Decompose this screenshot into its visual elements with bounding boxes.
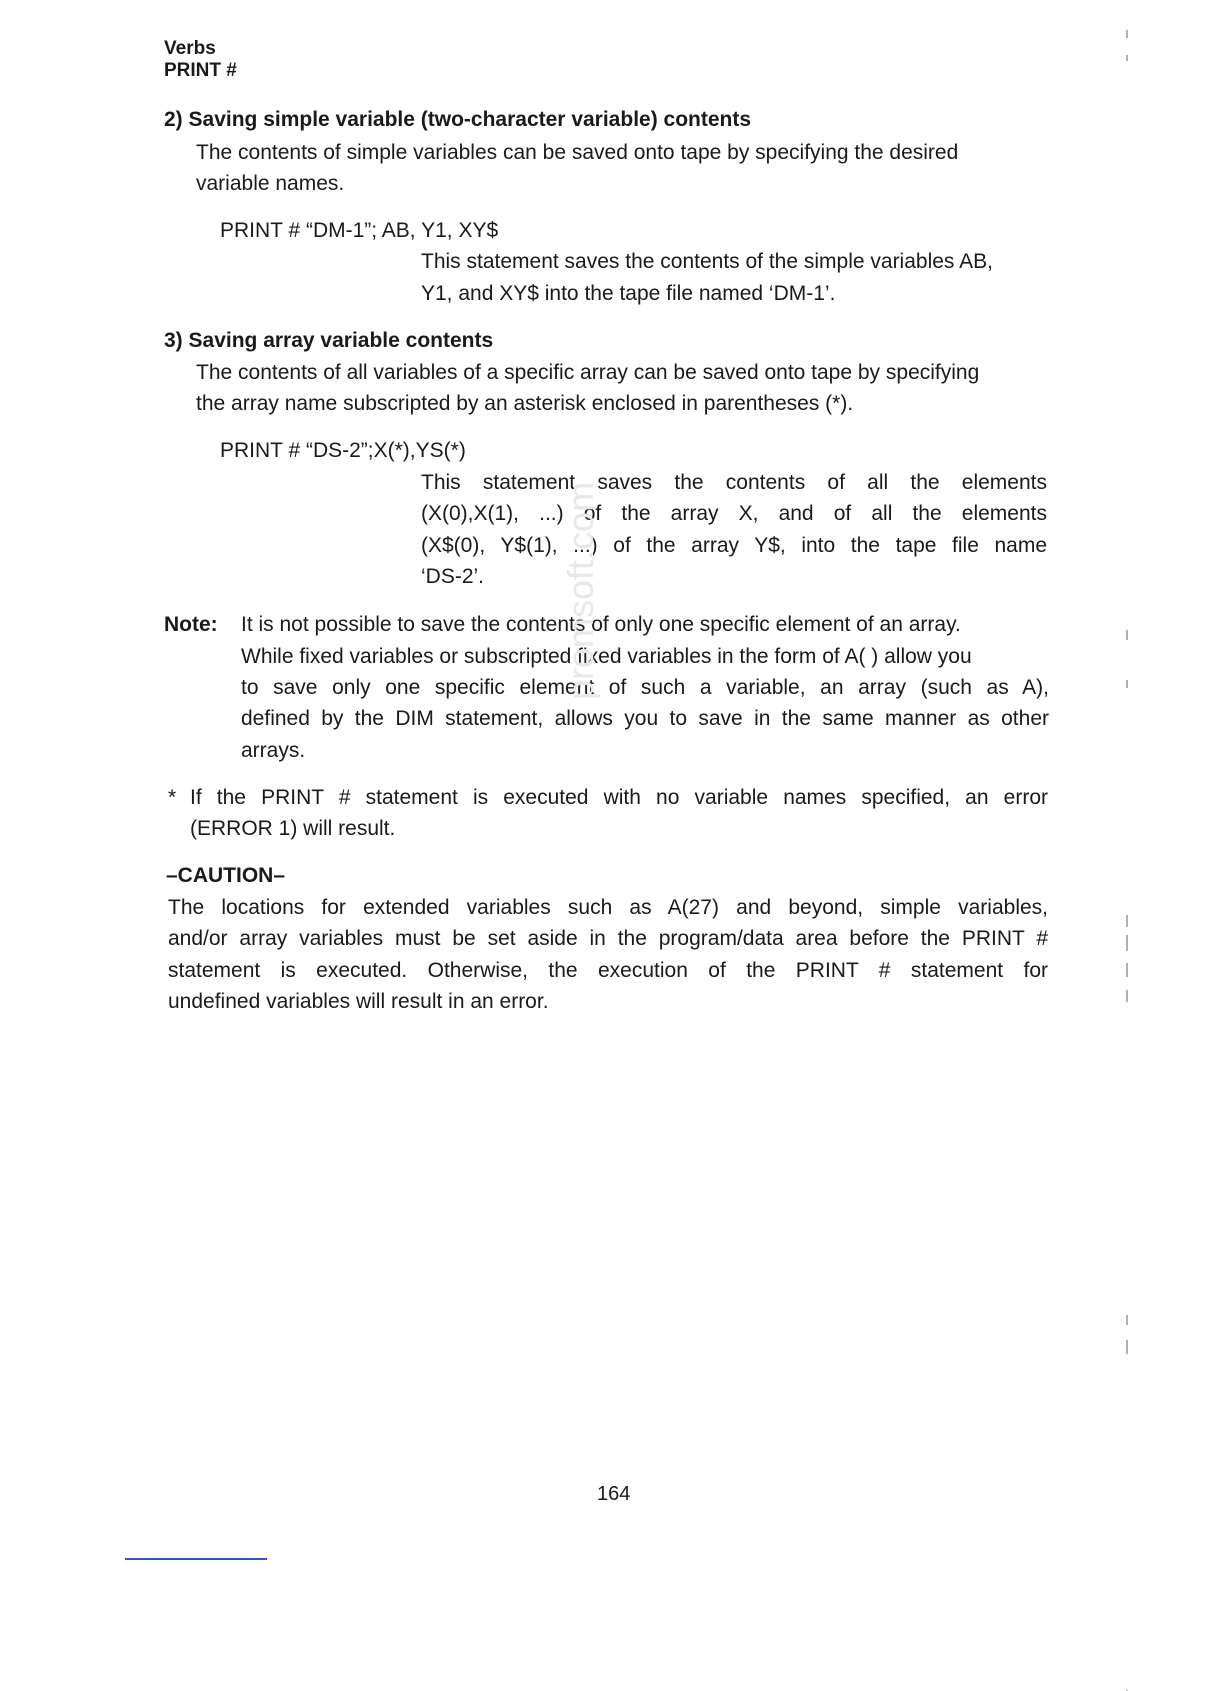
- footnote-line-1: If the PRINT # statement is executed with no variable names specified, an error: [190, 786, 1048, 809]
- scan-mark: [1126, 630, 1128, 640]
- note-line-2: While fixed variables or subscripted fixed variables in the form of A( ) allow you: [241, 645, 972, 668]
- scan-mark: [1126, 1340, 1128, 1354]
- note-line-3: to save only one specific element of such a variable, an array (such as A),: [241, 676, 1049, 699]
- scan-mark: [1126, 1315, 1128, 1325]
- running-header-verbs: Verbs: [164, 38, 216, 59]
- scan-mark: [1126, 915, 1128, 927]
- caution-title: –CAUTION–: [166, 864, 286, 887]
- section-2-para-line-2: variable names.: [196, 172, 345, 195]
- section-3-desc-line-3: (X$(0), Y$(1), ...) of the array Y$, into the tape file name: [421, 534, 1047, 557]
- footnote-line-2: (ERROR 1) will result.: [190, 817, 396, 840]
- section-2-code: PRINT # “DM-1”; AB, Y1, XY$: [220, 219, 499, 242]
- footnote-asterisk: *: [168, 786, 177, 809]
- caution-line-4: undefined variables will result in an error.: [168, 990, 549, 1013]
- note-label: Note:: [164, 613, 218, 636]
- footer-rule: [125, 1558, 267, 1560]
- section-3-heading: 3) Saving array variable contents: [164, 329, 494, 352]
- scan-mark: [1126, 935, 1128, 951]
- scan-mark: [1126, 990, 1128, 1002]
- scan-mark: [1126, 30, 1128, 38]
- running-header-print: PRINT #: [164, 60, 237, 81]
- section-2-para-line-1: The contents of simple variables can be saved onto tape by specifying the desired: [196, 141, 959, 164]
- section-3-desc-line-4: ‘DS-2’.: [421, 565, 485, 588]
- caution-line-1: The locations for extended variables such as A(27) and beyond, simple variables,: [168, 896, 1048, 919]
- page-number: 164: [597, 1483, 631, 1505]
- section-2-heading: 2) Saving simple variable (two-character variable) contents: [164, 108, 752, 131]
- section-3-para-line-2: the array name subscripted by an asterisk enclosed in parentheses (*).: [196, 392, 854, 415]
- section-2-desc-line-2: Y1, and XY$ into the tape file named ‘DM-1’.: [421, 282, 836, 305]
- scan-mark: [1126, 55, 1128, 61]
- note-line-5: arrays.: [241, 739, 306, 762]
- section-2-desc-line-1: This statement saves the contents of the simple variables AB,: [421, 250, 993, 273]
- scan-mark: [1126, 963, 1128, 977]
- scan-mark: [1126, 680, 1128, 688]
- caution-line-3: statement is executed. Otherwise, the execution of the PRINT # statement for: [168, 959, 1048, 982]
- section-3-desc-line-2: (X(0),X(1), ...) of the array X, and of all the elements: [421, 502, 1047, 525]
- section-3-para-line-1: The contents of all variables of a specific array can be saved onto tape by specifying: [196, 361, 980, 384]
- note-line-1: It is not possible to save the contents of only one specific element of an array.: [241, 613, 961, 636]
- section-3-code: PRINT # “DS-2”;X(*),YS(*): [220, 439, 466, 462]
- watermark: promsoft.com: [560, 481, 601, 700]
- caution-line-2: and/or array variables must be set aside in the program/data area before the PRINT #: [168, 927, 1048, 950]
- note-line-4: defined by the DIM statement, allows you to save in the same manner as other: [241, 707, 1049, 730]
- section-3-desc-line-1: This statement saves the contents of all the elements: [421, 471, 1047, 494]
